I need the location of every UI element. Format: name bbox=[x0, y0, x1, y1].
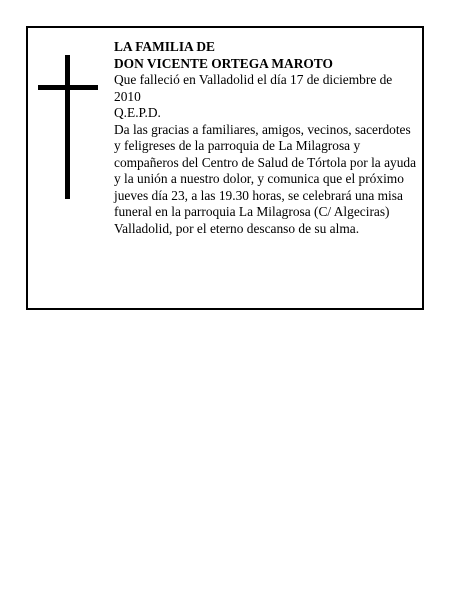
heading-deceased-name: DON VICENTE ORTEGA MAROTO bbox=[114, 55, 333, 71]
cross-vertical-bar bbox=[65, 55, 70, 199]
cross-horizontal-bar bbox=[38, 85, 98, 90]
death-info: Que falleció en Valladolid el día 17 de diciembre de 2010 bbox=[114, 72, 393, 104]
heading-family: LA FAMILIA DE bbox=[114, 39, 215, 54]
notice-text bbox=[114, 39, 420, 237]
notice-body: Da las gracias a familiares, amigos, vecinos, sacerdotes y feligreses de la parroquia de La Milagrosa y compañeros del Centro de Salud de Tórtola por la ayuda y la unión a nuestro dolor, y comunica que el próximo jueves día 23, a las 19.30 horas, se celebrará una misa funeral en la parroquia La Milagrosa (C/ Algeciras) Valladolid, por el eterno descanso de su alma. bbox=[114, 121, 417, 236]
latin-cross-icon bbox=[38, 55, 98, 199]
obituary-notice bbox=[26, 26, 424, 310]
rip-text: Q.E.P.D. bbox=[114, 105, 161, 120]
